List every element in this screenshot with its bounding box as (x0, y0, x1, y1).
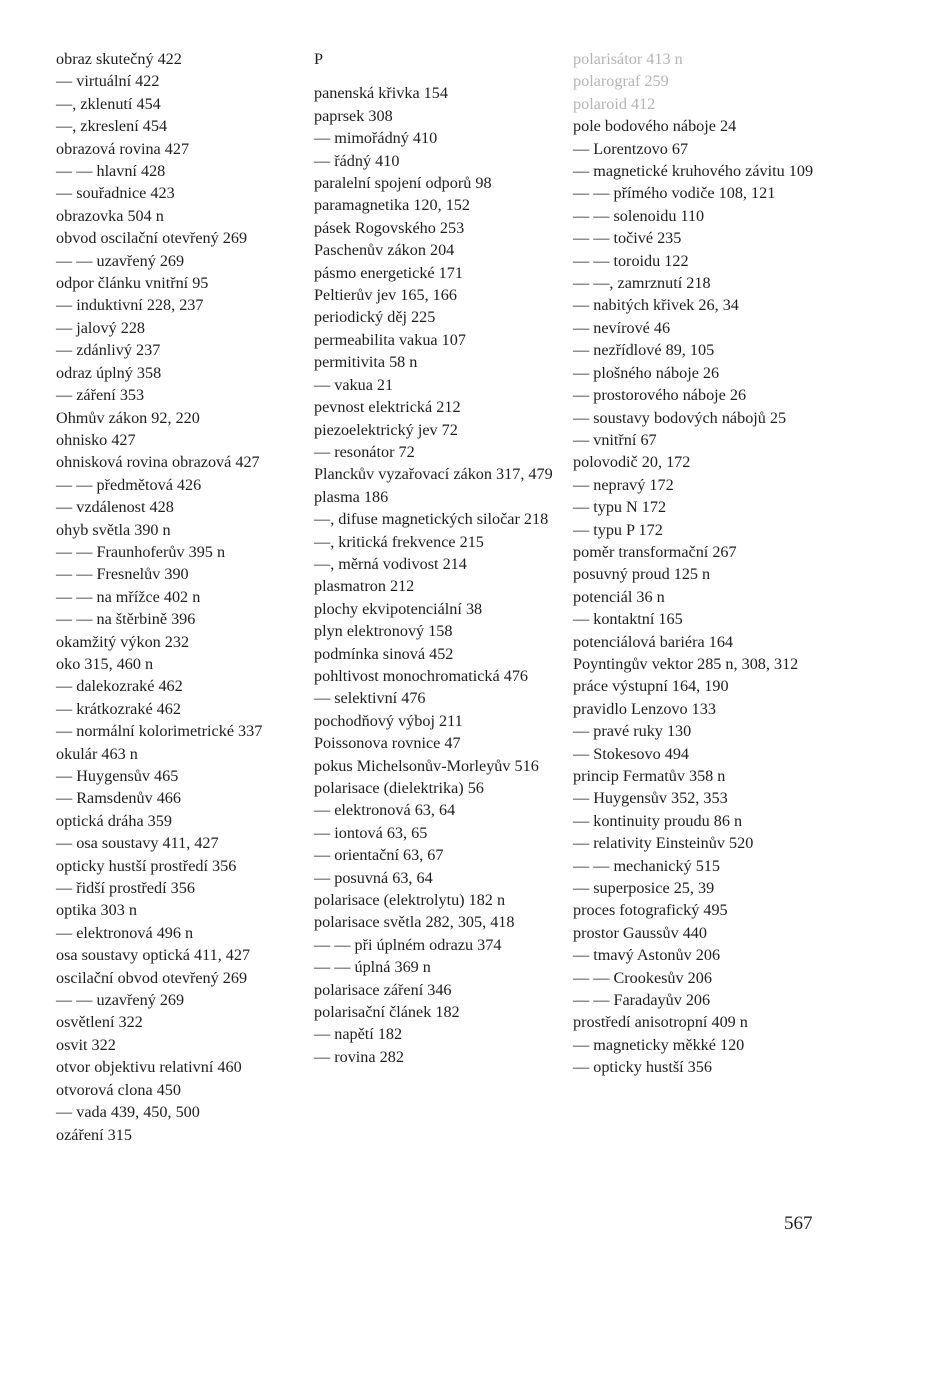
index-entry: — prostorového náboje 26 (573, 386, 747, 405)
index-entry: — opticky hustší 356 (573, 1058, 712, 1077)
index-entry: prostředí anisotropní 409 n (573, 1013, 748, 1032)
index-entry: optická dráha 359 (56, 811, 172, 830)
index-entry: polarisace (dielektrika) 56 (314, 779, 484, 797)
index-entry: — — na štěrbině 396 (56, 610, 196, 629)
index-entry: polarisace záření 346 (314, 980, 452, 999)
index-entry: plasma 186 (314, 487, 389, 506)
index-entry: — pravé ruky 130 (573, 722, 692, 741)
index-entry: — napětí 182 (314, 1025, 403, 1044)
index-entry: — — přímého vodiče 108, 121 (573, 184, 776, 203)
page-number: 567 (784, 1213, 813, 1234)
index-entry: — — solenoidu 110 (573, 206, 705, 225)
index-entry: — — točivé 235 (573, 229, 682, 248)
index-entry: obraz skutečný 422 (56, 50, 182, 68)
index-entry: — vakua 21 (314, 375, 394, 394)
index-entry: — —, zamrznutí 218 (573, 274, 711, 293)
index-entry: — resonátor 72 (314, 442, 415, 461)
index-entry: — tmavý Astonův 206 (573, 946, 721, 965)
index-entry: — rovina 282 (314, 1047, 404, 1066)
index-entry: — Stokesovo 494 (573, 744, 690, 763)
index-entry: panenská křivka 154 (314, 84, 448, 103)
index-entry: — magnetické kruhového závitu 109 (573, 162, 814, 181)
index-entry: — magneticky měkké 120 (573, 1035, 745, 1054)
index-entry: ozáření 315 (56, 1125, 132, 1144)
index-entry: —, měrná vodivost 214 (314, 554, 467, 573)
index-entry: — iontová 63, 65 (314, 823, 428, 842)
index-entry: Poissonova rovnice 47 (314, 734, 461, 753)
index-entry: polarisace (elektrolytu) 182 n (314, 891, 506, 910)
index-entry: periodický děj 225 (314, 308, 436, 327)
index-entry: — normální kolorimetrické 337 (56, 722, 263, 741)
index-entry: — Lorentzovo 67 (573, 139, 689, 158)
index-entry: — nevírové 46 (573, 318, 671, 337)
index-entry: opticky hustší prostředí 356 (56, 856, 237, 875)
index-entry: prostor Gaussův 440 (573, 923, 707, 942)
index-entry: — jalový 228 (56, 318, 146, 337)
index-entry: — — uzavřený 269 (56, 251, 185, 270)
index-column-3 (573, 48, 828, 1079)
index-entry: — kontaktní 165 (573, 610, 683, 629)
index-entry: pole bodového náboje 24 (573, 117, 737, 136)
index-entry: ohnisko 427 (56, 430, 136, 449)
index-entry: — superposice 25, 39 (573, 879, 715, 898)
index-entry: — elektronová 496 n (56, 923, 194, 942)
index-entry: okulár 463 n (56, 744, 138, 763)
index-entry: — — při úplném odrazu 374 (314, 935, 502, 954)
index-entry: — vnitřní 67 (573, 430, 657, 449)
index-entry: — Huygensův 352, 353 (573, 789, 728, 808)
index-entry: — osa soustavy 411, 427 (56, 834, 219, 853)
index-entry: podmínka sinová 452 (314, 644, 454, 663)
index-entry: — — uzavřený 269 (56, 991, 185, 1010)
index-entry: piezoelektrický jev 72 (314, 420, 458, 439)
index-entry: — mimořádný 410 (314, 129, 438, 148)
index-entry: — relativity Einsteinův 520 (573, 834, 754, 853)
index-entry: pohltivost monochromatická 476 (314, 666, 529, 685)
index-entry: oko 315, 460 n (56, 654, 154, 673)
index-entry: permitivita 58 n (314, 353, 418, 372)
index-entry: — dalekozraké 462 (56, 677, 183, 696)
index-entry: — — Fresnelův 390 (56, 565, 189, 584)
index-entry: plochy ekvipotenciální 38 (314, 599, 483, 618)
index-entry: proces fotografický 495 (573, 901, 728, 920)
index-entry: potenciálová bariéra 164 (573, 632, 734, 651)
index-entry: okamžitý výkon 232 (56, 632, 190, 651)
index-entry: —, zklenutí 454 (56, 94, 161, 113)
index-entry: — souřadnice 423 (56, 184, 175, 203)
index-entry: posuvný proud 125 n (573, 565, 711, 584)
index-entry: pásmo energetické 171 (314, 263, 463, 282)
index-entry: ohnisková rovina obrazová 427 (56, 453, 260, 472)
index-entry: — řádný 410 (314, 151, 400, 170)
index-entry: Paschenův zákon 204 (314, 241, 455, 260)
index-entry: — vada 439, 450, 500 (56, 1103, 200, 1122)
index-entry: — — toroidu 122 (573, 251, 689, 270)
index-entry: — vzdálenost 428 (56, 498, 174, 517)
index-entry: osvětlení 322 (56, 1013, 143, 1032)
index-entry: obrazovka 504 n (56, 206, 164, 225)
index-entry: — — Crookesův 206 (573, 968, 712, 987)
index-column-1 (56, 48, 308, 1146)
index-entry: —, kritická frekvence 215 (314, 532, 484, 551)
index-entry: otvor objektivu relativní 460 (56, 1058, 242, 1077)
index-entry: — typu N 172 (573, 498, 667, 517)
index-column-2 (314, 48, 564, 1068)
index-entry: — — Fraunhoferův 395 n (56, 542, 226, 561)
index-entry: — soustavy bodových nábojů 25 (573, 408, 787, 427)
index-entry: práce výstupní 164, 190 (573, 677, 729, 696)
index-column-3-faded-entries (573, 48, 828, 115)
index-entry: Peltierův jev 165, 166 (314, 286, 457, 305)
index-entry: — nezřídlové 89, 105 (573, 341, 715, 360)
index-entry: osvit 322 (56, 1035, 116, 1054)
index-entry: — nepravý 172 (573, 475, 674, 494)
index-entry: otvorová clona 450 (56, 1080, 181, 1099)
index-entry: — nabitých křivek 26, 34 (573, 296, 739, 315)
index-entry: — záření 353 (56, 386, 145, 405)
index-entry: polarisační článek 182 (314, 1003, 460, 1022)
index-entry: pevnost elektrická 212 (314, 398, 461, 417)
index-entry: — — hlavní 428 (56, 162, 166, 181)
index-entry: polarisace světla 282, 305, 418 (314, 913, 515, 932)
index-entry: ohyb světla 390 n (56, 520, 171, 539)
index-entry: — — na mřížce 402 n (56, 587, 201, 606)
index-entry: Planckův vyzařovací zákon 317, 479 (314, 465, 553, 484)
index-entry: plasmatron 212 (314, 577, 415, 596)
index-entry: obrazová rovina 427 (56, 139, 190, 158)
index-entry: potenciál 36 n (573, 587, 665, 606)
index-entry: —, difuse magnetických siločar 218 (314, 510, 549, 529)
index-column-3-entries (573, 115, 828, 1078)
index-entry: — induktivní 228, 237 (56, 296, 204, 315)
index-entry: osa soustavy optická 411, 427 (56, 946, 251, 965)
index-entry: — selektivní 476 (314, 689, 426, 708)
index-entry: —, zkreslení 454 (56, 117, 168, 136)
index-entry: permeabilita vakua 107 (314, 330, 466, 349)
index-entry: Ohmův zákon 92, 220 (56, 408, 200, 427)
index-entry: polarisátor 413 n (573, 50, 683, 68)
index-entry: paprsek 308 (314, 106, 393, 125)
index-entry: obvod oscilační otevřený 269 (56, 229, 248, 248)
index-entry: pravidlo Lenzovo 133 (573, 699, 716, 718)
index-entry: pokus Michelsonův-Morleyův 516 (314, 756, 539, 775)
index-entry: — posuvná 63, 64 (314, 868, 433, 887)
index-entry: paramagnetika 120, 152 (314, 196, 470, 215)
index-entry: — plošného náboje 26 (573, 363, 720, 382)
index-entry: — — úplná 369 n (314, 958, 431, 977)
index-entry: pochodňový výboj 211 (314, 711, 463, 730)
section-letter-heading: P (314, 50, 324, 68)
index-entry: — krátkozraké 462 (56, 699, 181, 718)
index-entry: — virtuální 422 (56, 72, 160, 91)
index-entry: polarograf 259 (573, 72, 669, 91)
index-entry: — kontinuity proudu 86 n (573, 811, 743, 830)
index-entry: — orientační 63, 67 (314, 846, 444, 865)
index-entry: odraz úplný 358 (56, 363, 162, 382)
index-entry: polovodič 20, 172 (573, 453, 691, 472)
index-entry: — elektronová 63, 64 (314, 801, 456, 820)
index-entry: polaroid 412 (573, 94, 656, 113)
index-entry: plyn elektronový 158 (314, 622, 453, 641)
index-entry: optika 303 n (56, 901, 137, 920)
index-column-2-entries (314, 82, 564, 1068)
index-entry: odpor článku vnitřní 95 (56, 274, 209, 293)
index-entry: — Ramsdenův 466 (56, 789, 181, 808)
index-entry: — Huygensův 465 (56, 767, 179, 785)
index-entry: pásek Rogovského 253 (314, 218, 465, 237)
index-entry: — — předmětová 426 (56, 475, 202, 494)
index-entry: oscilační obvod otevřený 269 (56, 968, 248, 987)
index-entry: — — Faradayův 206 (573, 991, 711, 1010)
index-entry: poměr transformační 267 (573, 542, 737, 561)
index-entry: Poyntingův vektor 285 n, 308, 312 (573, 654, 799, 673)
index-entry: — — mechanický 515 (573, 856, 720, 875)
index-entry: — typu P 172 (573, 520, 663, 539)
index-entry: — zdánlivý 237 (56, 341, 161, 360)
index-entry: paralelní spojení odporů 98 (314, 174, 492, 193)
index-entry: princip Fermatův 358 n (573, 767, 726, 785)
index-entry: — řidší prostředí 356 (56, 879, 195, 898)
